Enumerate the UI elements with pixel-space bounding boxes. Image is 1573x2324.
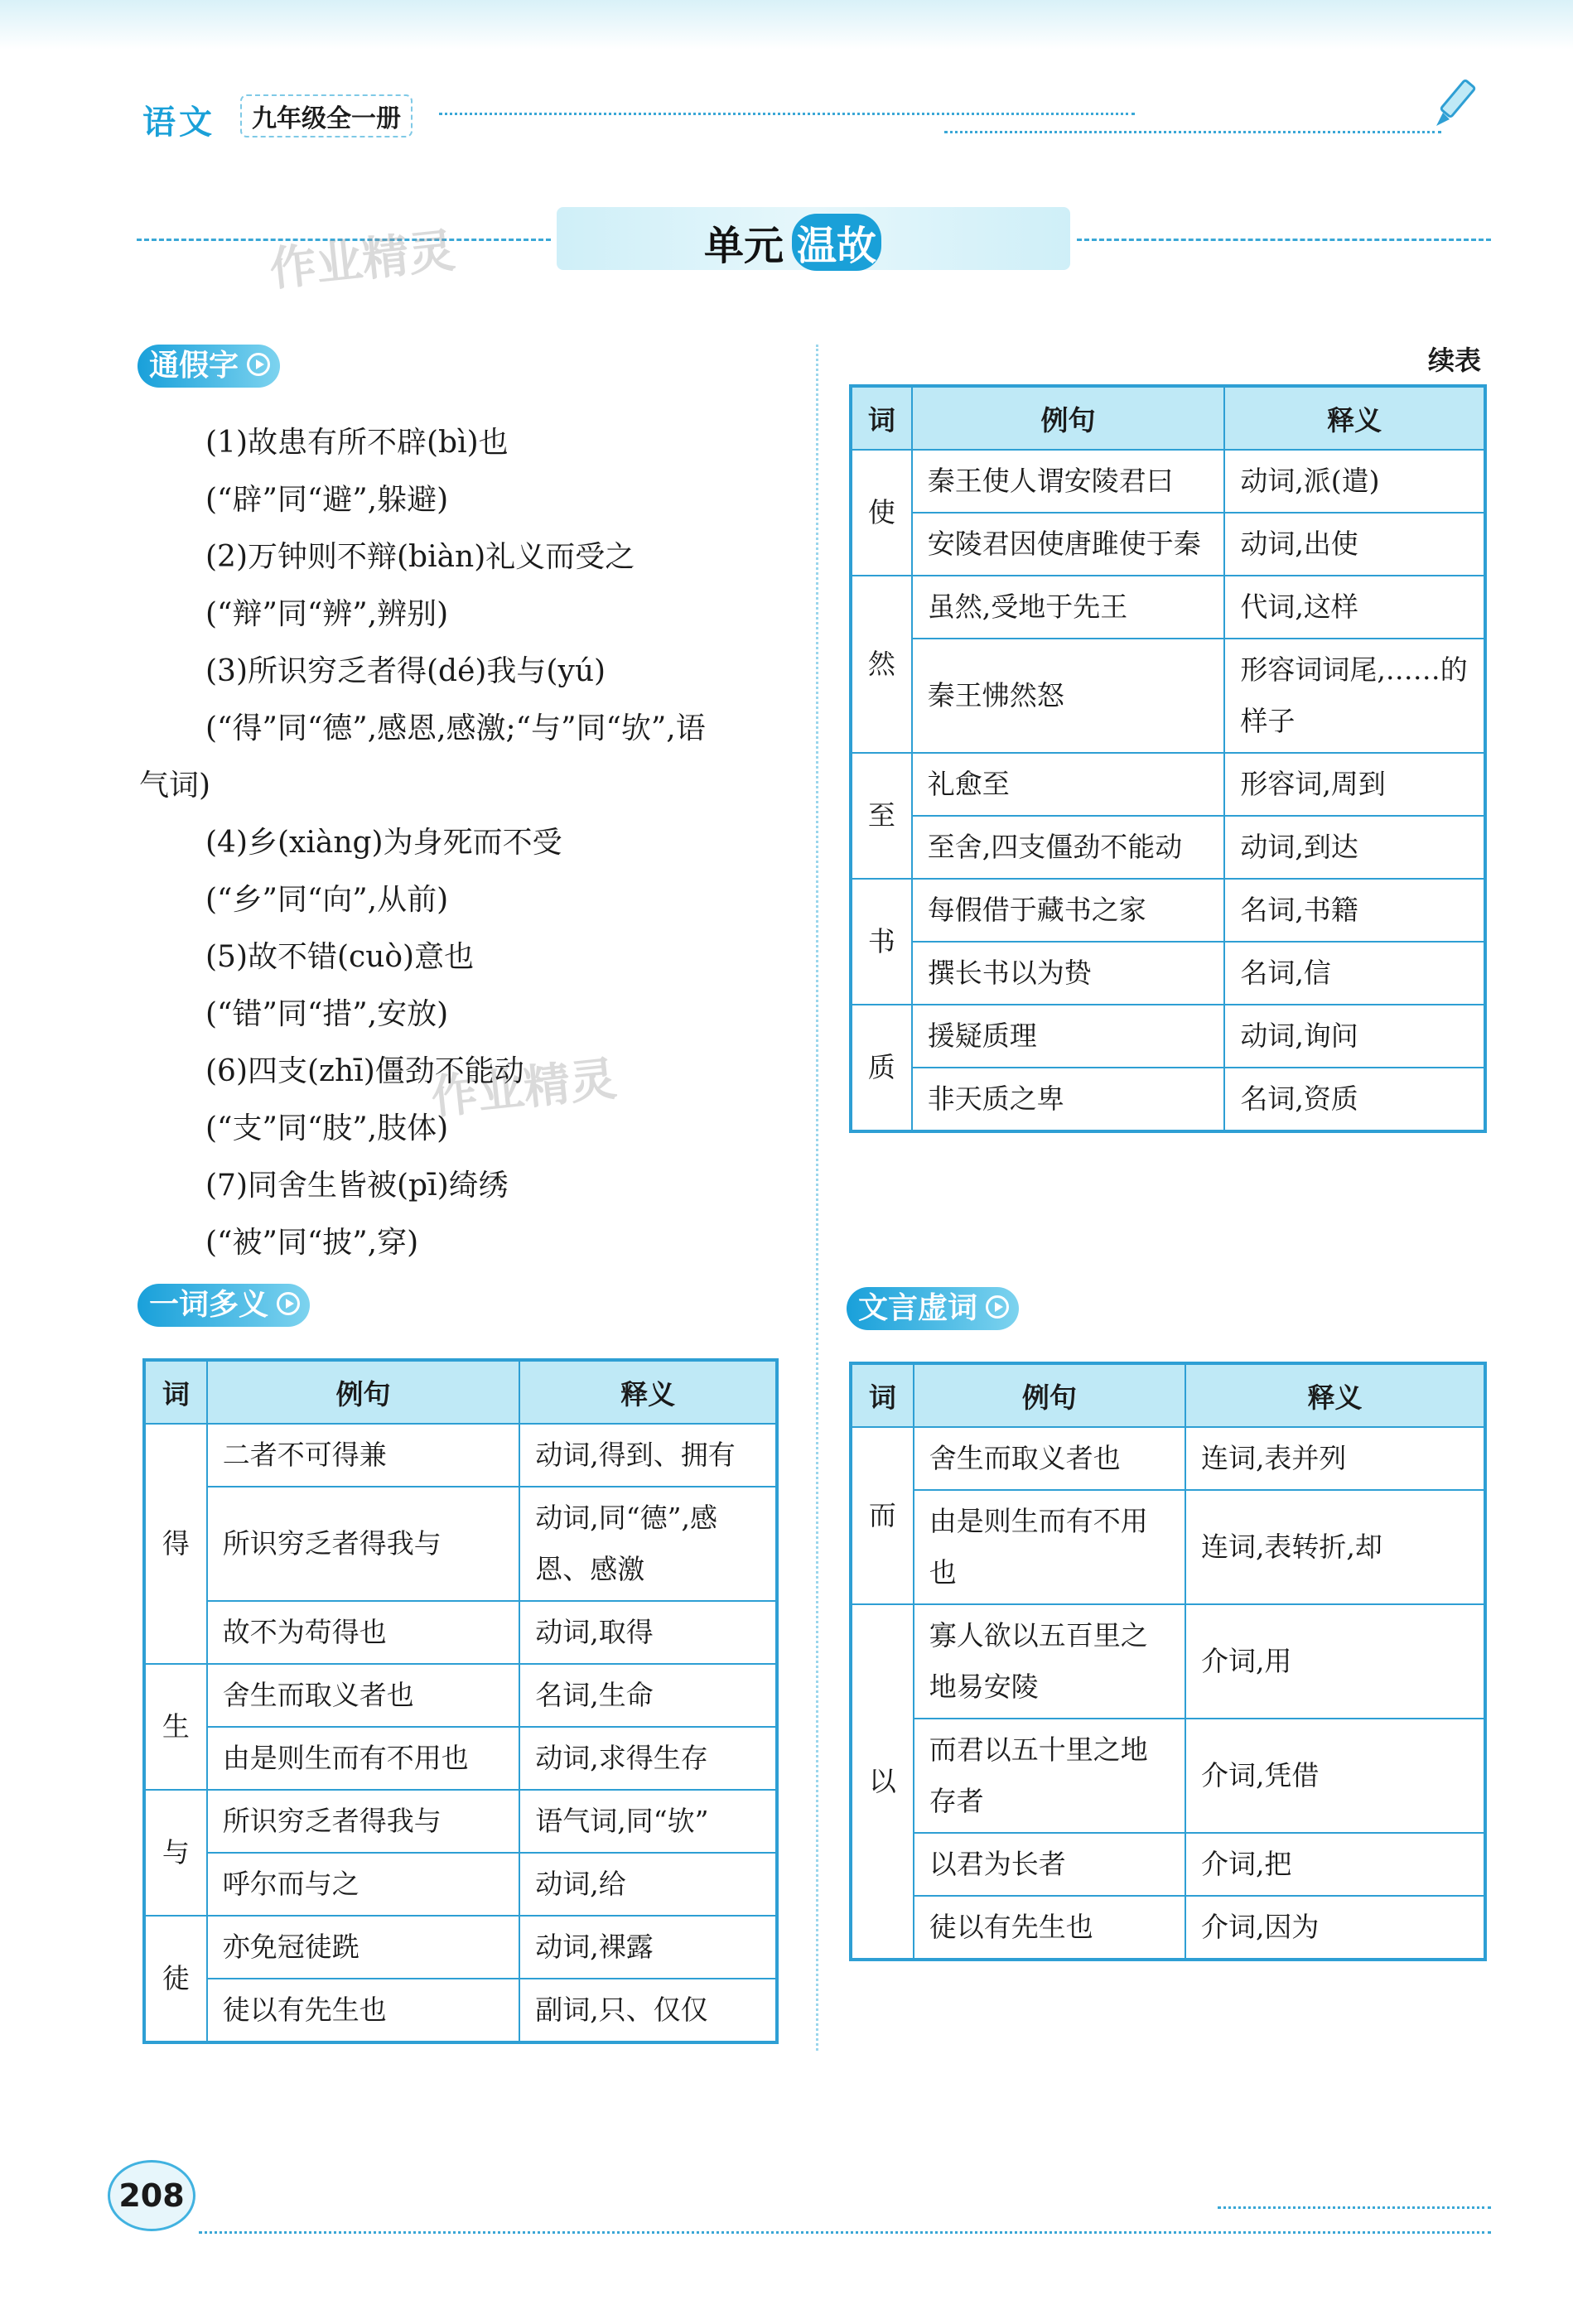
meaning-cell: 副词,只、仅仅 [519,1979,777,2042]
table-row [851,879,1485,942]
meaning-cell: 动词,得到、拥有 [519,1424,777,1487]
tongjiazi-line: (6)四支(zhī)僵劲不能动 [205,1054,524,1088]
meaning-cell: 动词,派(遣) [1224,450,1485,513]
table-row [144,1853,777,1916]
meaning-cell: 介词,用 [1185,1604,1485,1719]
table-row [144,1727,777,1790]
word-cell: 而 [851,1427,914,1604]
play-icon [986,1295,1009,1319]
header-meaning: 释义 [519,1360,777,1424]
example-cell: 寡人欲以五百里之地易安陵 [914,1604,1185,1719]
table-row [851,942,1485,1005]
header-example: 例句 [912,386,1225,450]
column-divider [816,345,818,2051]
table-row [851,450,1485,513]
meaning-cell: 动词,到达 [1224,816,1485,879]
example-cell: 二者不可得兼 [207,1424,520,1487]
table-row [144,1601,777,1664]
tongjiazi-line: (1)故患有所不辟(bì)也 [205,426,509,460]
table-row [851,1427,1485,1490]
watermark: 作业精灵 [267,224,458,297]
header-word: 词 [851,386,912,450]
meaning-cell: 连词,表并列 [1185,1427,1485,1490]
example-cell: 呼尔而与之 [207,1853,520,1916]
table-row [851,1833,1485,1896]
meaning-cell: 动词,取得 [519,1601,777,1664]
meaning-cell: 动词,裸露 [519,1916,777,1979]
table-row [144,1916,777,1979]
table-row [851,753,1485,816]
header-meaning: 释义 [1224,386,1485,450]
meaning-cell: 介词,凭借 [1185,1719,1485,1833]
example-cell: 秦王怫然怒 [912,639,1225,753]
example-cell: 由是则生而有不用也 [914,1490,1185,1604]
meaning-cell: 名词,信 [1224,942,1485,1005]
meaning-cell: 名词,资质 [1224,1068,1485,1131]
meaning-cell: 动词,出使 [1224,513,1485,576]
table-header-row [851,386,1485,450]
meaning-cell: 动词,给 [519,1853,777,1916]
example-cell: 秦王使人谓安陵君曰 [912,450,1225,513]
table-row [851,816,1485,879]
section-wenyanxuci [847,1287,1019,1330]
table-row [851,1719,1485,1833]
unit-dashed-right [1077,239,1491,241]
example-cell: 援疑质理 [912,1005,1225,1068]
table-row [144,1424,777,1487]
example-cell: 舍生而取义者也 [207,1664,520,1727]
word-cell: 得 [144,1424,207,1664]
play-icon [277,1292,300,1315]
example-cell: 每假借于藏书之家 [912,879,1225,942]
tongjiazi-line: (“辟”同“避”,躲避) [205,483,449,517]
example-cell: 以君为长者 [914,1833,1185,1896]
word-cell: 与 [144,1790,207,1916]
tongjiazi-line: (3)所识穷乏者得(dé)我与(yú) [205,654,606,688]
table-row [851,513,1485,576]
example-cell: 而君以五十里之地存者 [914,1719,1185,1833]
footer-dotted-line [199,2231,1491,2234]
example-cell: 故不为苟得也 [207,1601,520,1664]
table-row [851,1005,1485,1068]
meaning-cell: 名词,书籍 [1224,879,1485,942]
tongjiazi-line: (“得”同“德”,感恩,感激;“与”同“欤”,语 [205,711,706,745]
table-row [144,1979,777,2042]
meaning-cell: 介词,因为 [1185,1896,1485,1960]
header-dotted-line [439,113,1135,115]
word-cell: 使 [851,450,912,576]
meaning-cell: 动词,同“德”,感恩、感激 [519,1487,777,1601]
table-header-row [851,1363,1485,1427]
example-cell: 徒以有先生也 [914,1896,1185,1960]
meaning-cell: 形容词词尾,……的样子 [1224,639,1485,753]
word-cell: 质 [851,1005,912,1131]
section-yiciduoyi-label: 一词多义 [149,1288,269,1322]
section-tongjiazi [138,345,280,388]
section-yiciduoyi [138,1284,310,1327]
meaning-cell: 代词,这样 [1224,576,1485,639]
table-row [851,576,1485,639]
tongjiazi-line: (“乡”同“向”,从前) [205,883,449,917]
tongjiazi-line: (7)同舍生皆被(pī)绮绣 [205,1169,509,1203]
tongjiazi-line: (4)乡(xiàng)为身死而不受 [205,826,562,860]
footer-dotted-line-2 [1218,2206,1491,2209]
table-row [851,1604,1485,1719]
pen-icon [1426,76,1484,134]
play-icon [247,353,270,376]
word-cell: 至 [851,753,912,879]
section-wenyanxuci-label: 文言虚词 [858,1291,978,1325]
meaning-cell: 名词,生命 [519,1664,777,1727]
section-tongjiazi-label: 通假字 [149,349,239,383]
word-cell: 徒 [144,1916,207,2042]
yiciduoyi-table [142,1358,779,2044]
table-row [851,1068,1485,1131]
header-word: 词 [851,1363,914,1427]
header-word: 词 [144,1360,207,1424]
tongjiazi-line: (“支”同“肢”,肢体) [205,1111,449,1145]
table-row [144,1790,777,1853]
header-example: 例句 [207,1360,520,1424]
example-cell: 舍生而取义者也 [914,1427,1185,1490]
tongjiazi-line: (“辩”同“辨”,辨别) [205,597,449,631]
example-cell: 安陵君因使唐雎使于秦 [912,513,1225,576]
meaning-cell: 语气词,同“欤” [519,1790,777,1853]
tongjiazi-list [139,414,802,1271]
page-number: 208 [108,2160,195,2231]
tongjiazi-line: 气词) [139,769,211,803]
xuci-table [849,1362,1487,1961]
tongjiazi-line: (5)故不错(cuò)意也 [205,940,475,974]
watermark-2: 作业精灵 [428,1052,620,1126]
header-meaning: 释义 [1185,1363,1485,1427]
tongjiazi-line: (2)万钟则不辩(biàn)礼义而受之 [205,540,635,574]
table-row [144,1487,777,1601]
example-cell: 所识穷乏者得我与 [207,1487,520,1601]
table-row [851,639,1485,753]
subject-label: 语文 [142,104,215,142]
continued-label: 续表 [1428,345,1482,376]
meaning-cell: 连词,表转折,却 [1185,1490,1485,1604]
tongjiazi-line: (“错”同“措”,安放) [205,997,449,1031]
example-cell: 徒以有先生也 [207,1979,520,2042]
example-cell: 至舍,四支僵劲不能动 [912,816,1225,879]
meaning-cell: 动词,求得生存 [519,1727,777,1790]
continued-table [849,384,1487,1133]
word-cell: 生 [144,1664,207,1790]
grade-label: 九年级全一册 [240,94,413,137]
top-band [0,0,1573,50]
word-cell: 书 [851,879,912,1005]
meaning-cell: 形容词,周到 [1224,753,1485,816]
example-cell: 虽然,受地于先王 [912,576,1225,639]
meaning-cell: 介词,把 [1185,1833,1485,1896]
table-row [144,1664,777,1727]
table-row [851,1896,1485,1960]
example-cell: 亦免冠徒跣 [207,1916,520,1979]
table-row [851,1490,1485,1604]
example-cell: 撰长书以为贽 [912,942,1225,1005]
meaning-cell: 动词,询问 [1224,1005,1485,1068]
example-cell: 所识穷乏者得我与 [207,1790,520,1853]
header-dotted-line-2 [944,131,1441,133]
tongjiazi-line: (“被”同“披”,穿) [205,1226,419,1260]
header-example: 例句 [914,1363,1185,1427]
example-cell: 非天质之卑 [912,1068,1225,1131]
unit-title-highlight: 温故 [792,214,881,271]
word-cell: 以 [851,1604,914,1960]
word-cell: 然 [851,576,912,753]
example-cell: 由是则生而有不用也 [207,1727,520,1790]
unit-title [704,214,881,271]
example-cell: 礼愈至 [912,753,1225,816]
unit-title-prefix: 单元 [704,223,784,269]
table-header-row [144,1360,777,1424]
